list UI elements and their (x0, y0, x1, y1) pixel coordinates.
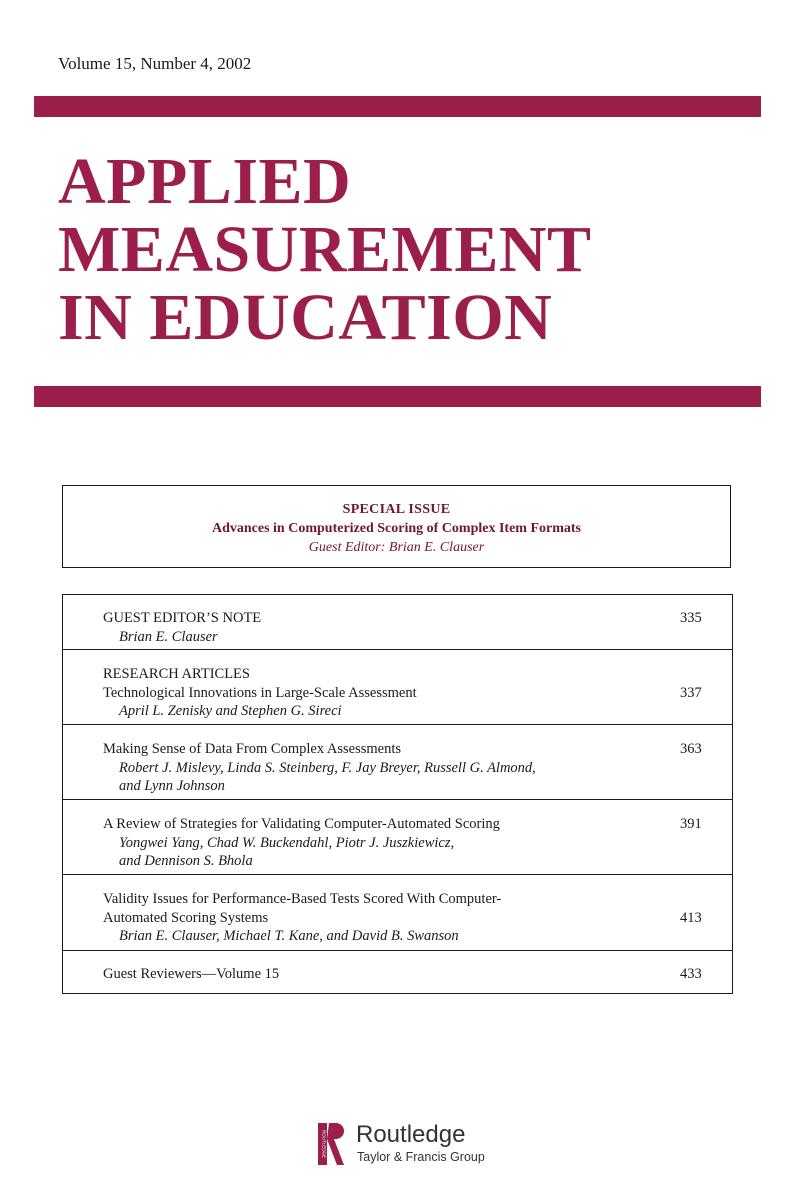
guest-editor-line: Guest Editor: Brian E. Clauser (308, 540, 485, 555)
publisher-name: Routledge (356, 1121, 466, 1148)
toc-author-cont: and Lynn Johnson (119, 778, 225, 794)
toc-heading: GUEST EDITOR’S NOTE (103, 610, 262, 626)
bottom-accent-bar (34, 386, 761, 407)
journal-title (58, 145, 592, 354)
toc-title: Technological Innovations in Large-Scale Assessment (103, 684, 417, 701)
toc-page-number: 363 (680, 741, 702, 757)
toc-page-number: 391 (680, 816, 702, 832)
special-issue-box (62, 485, 731, 568)
title-line-2: MEASUREMENT (58, 213, 592, 286)
toc-section-research-4 (63, 875, 732, 951)
toc-author: Brian E. Clauser (119, 628, 218, 645)
publisher-block (318, 1121, 518, 1169)
table-of-contents (62, 594, 733, 994)
toc-section-reviewers (63, 951, 732, 993)
logo-vertical-text: ROUTLEDGE (321, 1129, 327, 1159)
toc-author: April L. Zenisky and Stephen G. Sireci (119, 703, 342, 719)
toc-section-research-3 (63, 800, 732, 875)
volume-number: Volume 15, Number 4, 2002 (58, 54, 252, 73)
toc-title: Guest Reviewers—Volume 15 (103, 966, 280, 982)
routledge-logo-icon (318, 1121, 346, 1167)
toc-title: A Review of Strategies for Validating Computer-Automated Scoring (103, 816, 500, 832)
toc-title: Making Sense of Data From Complex Assessments (103, 741, 402, 757)
toc-title: Validity Issues for Performance-Based Tests Scored With Computer- (103, 891, 502, 907)
title-line-1: APPLIED (58, 145, 352, 218)
toc-author-cont: and Dennison S. Bhola (119, 853, 253, 869)
toc-author: Robert J. Mislevy, Linda S. Steinberg, F. Jay Breyer, Russell G. Almond, (119, 759, 536, 776)
toc-section-research-2 (63, 725, 732, 800)
toc-author: Yongwei Yang, Chad W. Buckendahl, Piotr J. Juszkiewicz, (119, 834, 455, 851)
title-line-3: IN EDUCATION (58, 281, 553, 354)
toc-page-number: 335 (680, 610, 702, 626)
special-issue-heading: SPECIAL ISSUE (342, 502, 451, 517)
top-accent-bar (34, 96, 761, 117)
toc-page-number: 413 (680, 910, 702, 926)
toc-author: Brian E. Clauser, Michael T. Kane, and David B. Swanson (119, 928, 459, 944)
toc-page-number: 337 (680, 685, 702, 701)
toc-page-number: 433 (680, 966, 702, 982)
toc-heading: RESEARCH ARTICLES (103, 666, 250, 682)
toc-title-cont: Automated Scoring Systems (103, 909, 269, 926)
toc-section-research-1 (63, 650, 732, 725)
publisher-group: Taylor & Francis Group (357, 1150, 485, 1164)
special-issue-subtitle: Advances in Computerized Scoring of Complex Item Formats (211, 521, 581, 536)
toc-section-guest-note (63, 595, 732, 650)
